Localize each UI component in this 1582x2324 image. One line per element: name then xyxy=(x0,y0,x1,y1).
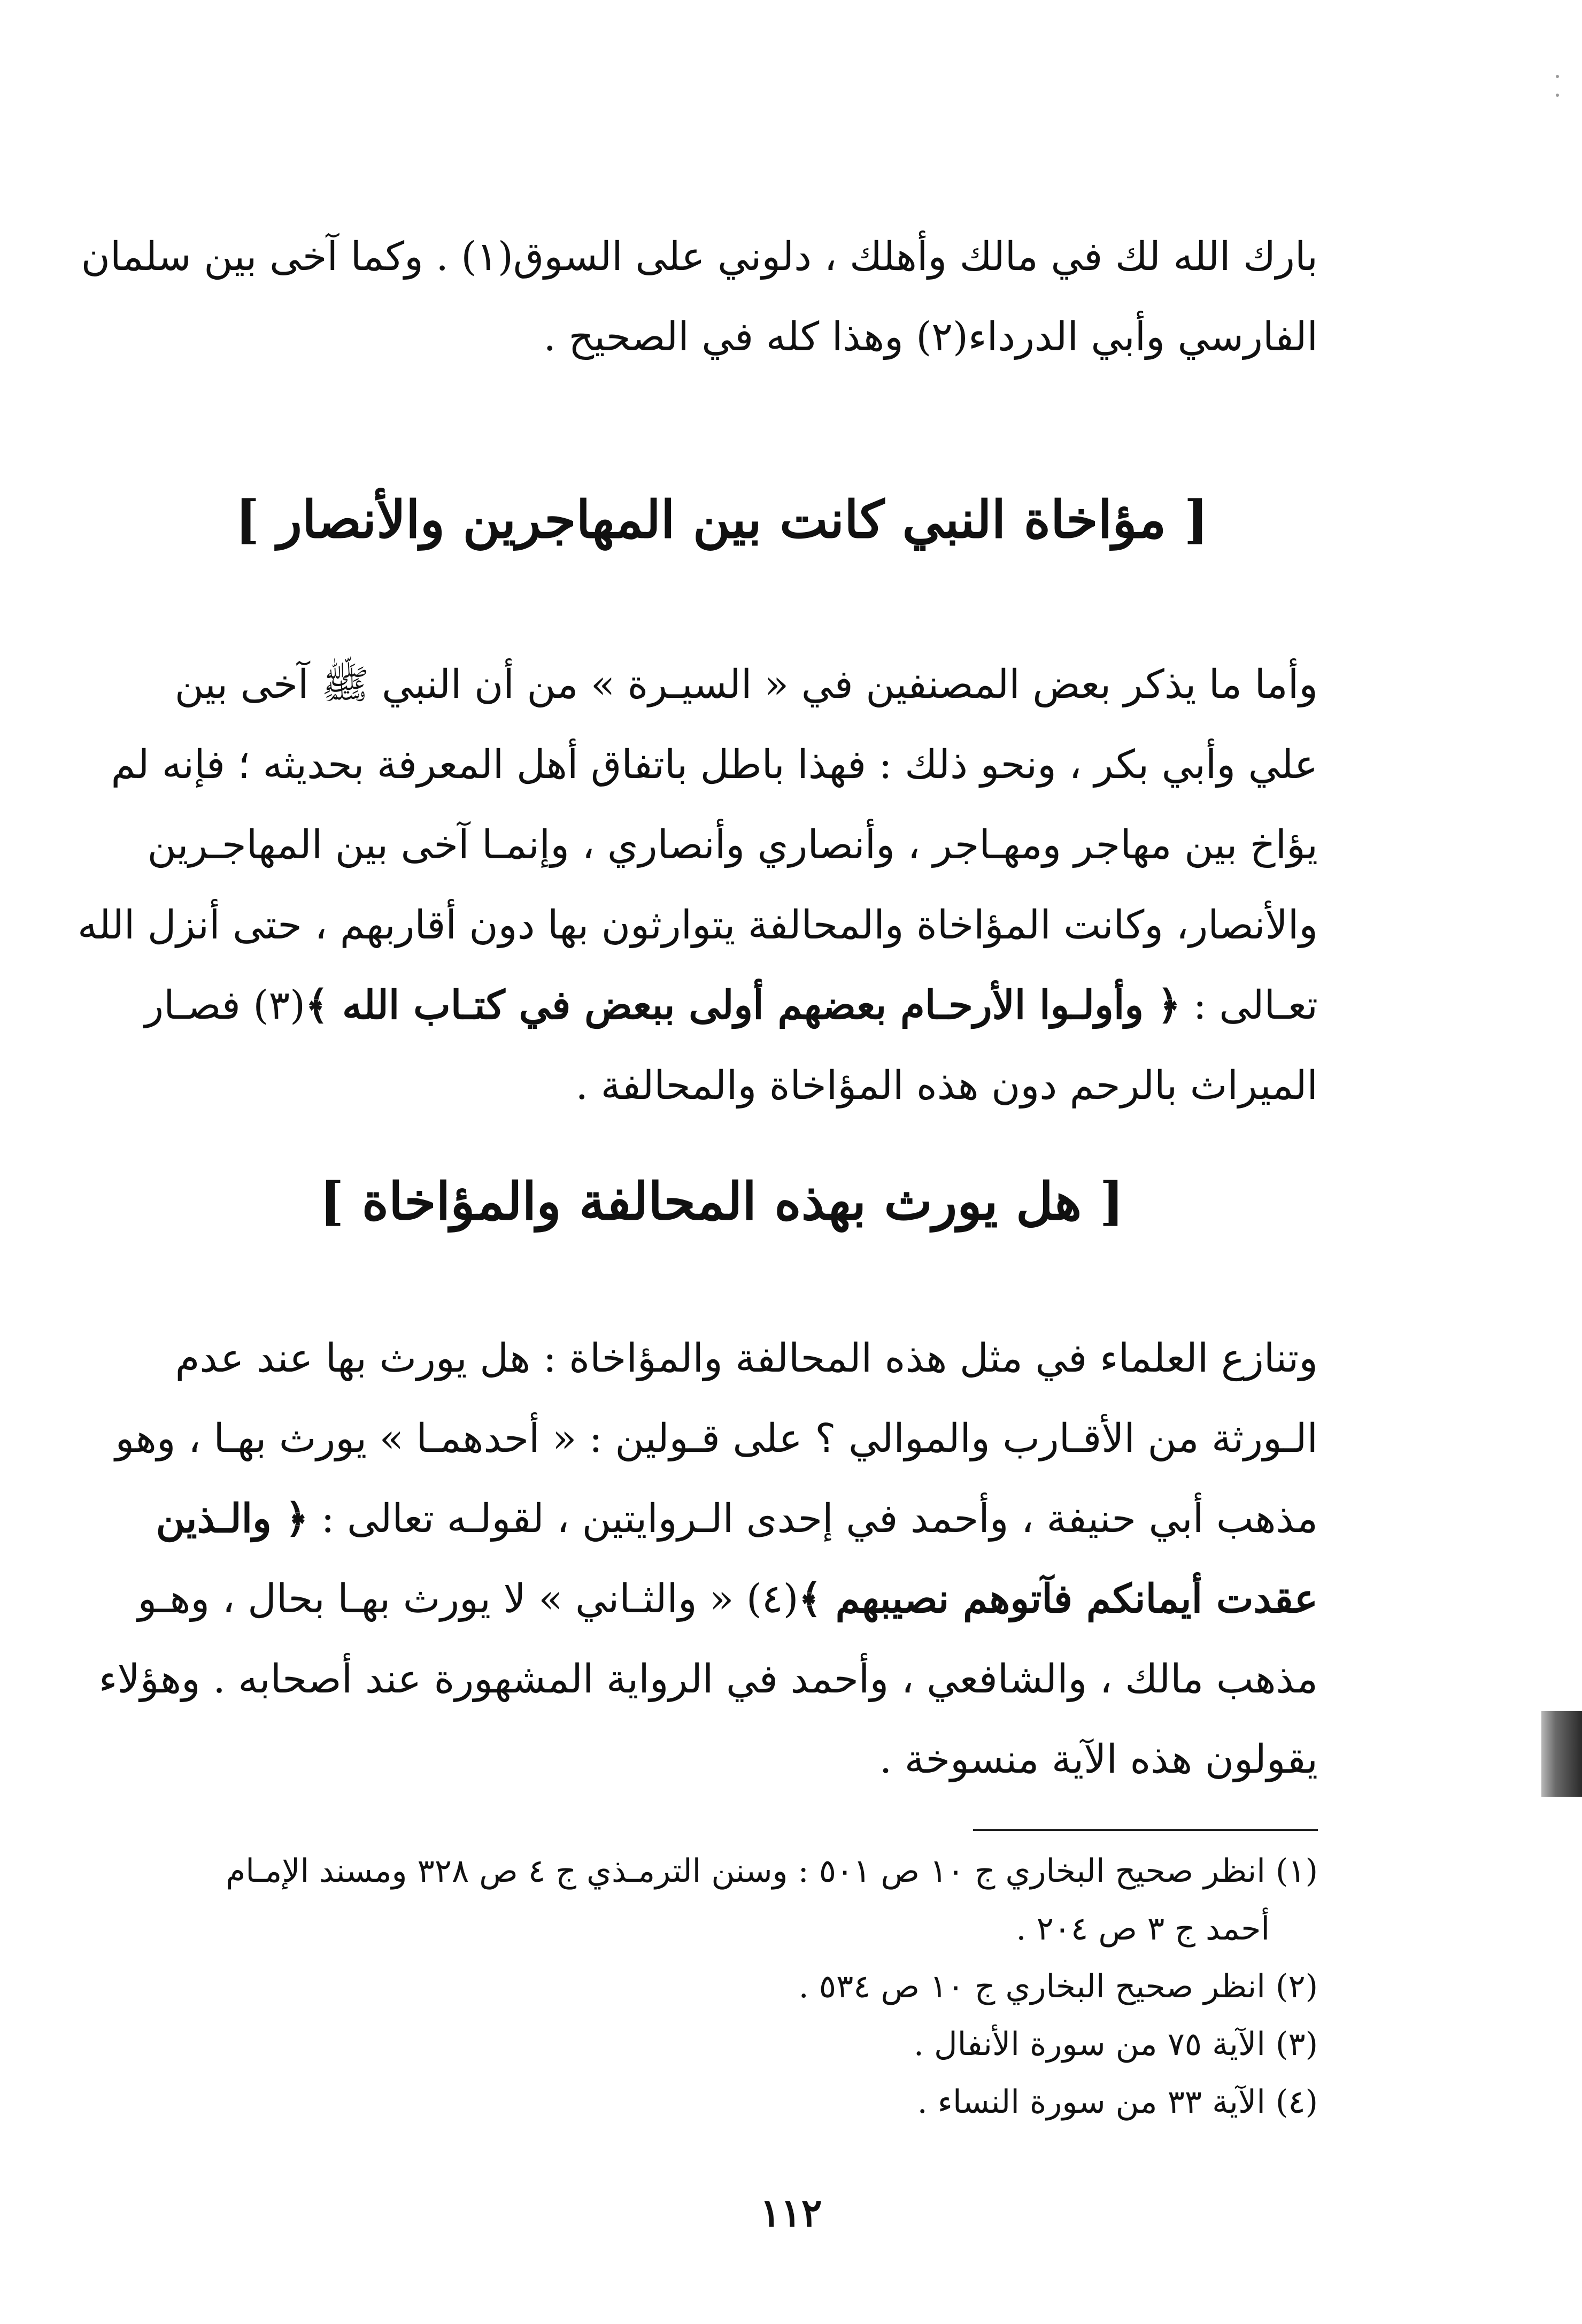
section-heading-inheritance: [ هل يورث بهذه المحالفة والمؤاخاة ] xyxy=(319,1171,1124,1232)
body-line: علي وأبي بكر ، ونحو ذلك : فهذا باطل باتفاق أهل المعرفة بحديثه ؛ فإنه لم xyxy=(111,742,1318,788)
body-text: مذهب أبي حنيفة ، وأحمد في إحدى الـروايتين ، لقولـه تعالى : xyxy=(308,1496,1318,1542)
section1-paragraph xyxy=(77,644,1318,1126)
thumb-index-tab xyxy=(1541,1711,1582,1797)
footnote-continuation: أحمد ج ٣ ص ٢٠٤ . xyxy=(1016,1910,1270,1948)
body-line xyxy=(126,1479,1318,1559)
intro-paragraph xyxy=(81,217,1318,377)
footnotes xyxy=(126,1842,1318,2131)
body-line: والأنصار، وكانت المؤاخاة والمحالفة يتوارثون بها دون أقاربهم ، حتى أنزل الله xyxy=(77,902,1318,948)
footnote: (١) انظر صحيح البخاري ج ١٠ ص ٥٠١ : وسنن الترمـذي ج ٤ ص ٣٢٨ ومسند الإمـام xyxy=(226,1852,1318,1890)
body-line: وأما ما يذكر بعض المصنفين في « السيـرة » من أن النبي ﷺ آخى بين xyxy=(174,661,1318,707)
body-line: الـورثة من الأقـارب والموالي ؟ على قـولين : « أحدهمـا » يورث بهـا ، وهو xyxy=(115,1415,1318,1461)
margin-speck xyxy=(1556,94,1559,97)
section-heading-brotherhood: [ مؤاخاة النبي كانت بين المهاجرين والأنصار ] xyxy=(235,489,1209,550)
margin-speck xyxy=(1556,75,1559,78)
body-text: (٤) « والثـاني » لا يورث بهـا بحال ، وهـو xyxy=(137,1576,799,1622)
body-line xyxy=(126,965,1318,1045)
footnote-separator xyxy=(973,1829,1318,1831)
body-line: الفارسي وأبي الدرداء(٢) وهذا كله في الصحيح . xyxy=(543,314,1318,360)
page-number: ١١٢ xyxy=(760,2190,822,2235)
quran-verse: ﴿ وأولـوا الأرحـام بعضهم أولى ببعض في كتـاب الله ﴾ xyxy=(305,982,1181,1028)
body-line: يؤاخ بين مهاجر ومهـاجر ، وأنصاري وأنصاري ، وإنمـا آخى بين المهاجـرين xyxy=(147,822,1318,868)
body-line xyxy=(126,1559,1318,1639)
footnote: (٤) الآية ٣٣ من سورة النساء . xyxy=(917,2083,1318,2121)
section2-paragraph xyxy=(98,1318,1318,1799)
body-line: وتنازع العلماء في مثل هذه المحالفة والمؤاخاة : هل يورث بها عند عدم xyxy=(175,1335,1318,1381)
footnote-ref: (٣) فصـار xyxy=(144,982,305,1028)
body-line: يقولون هذه الآية منسوخة . xyxy=(879,1736,1318,1782)
body-line: بارك الله لك في مالك وأهلك ، دلوني على السوق(١) . وكما آخى بين سلمان xyxy=(81,234,1318,280)
quran-verse: ﴿ والـذين xyxy=(156,1496,309,1542)
footnote: (٢) انظر صحيح البخاري ج ١٠ ص ٥٣٤ . xyxy=(798,1968,1318,2005)
body-line: مذهب مالك ، والشافعي ، وأحمد في الرواية المشهورة عند أصحابه . وهؤلاء xyxy=(98,1656,1318,1702)
footnote: (٣) الآية ٧٥ من سورة الأنفال . xyxy=(913,2026,1318,2063)
body-text: تعـالى : xyxy=(1180,982,1318,1028)
body-line: الميراث بالرحم دون هذه المؤاخاة والمحالفة . xyxy=(575,1063,1318,1109)
quran-verse: عقدت أيمانكم فآتوهم نصيبهم ﴾ xyxy=(798,1576,1318,1622)
